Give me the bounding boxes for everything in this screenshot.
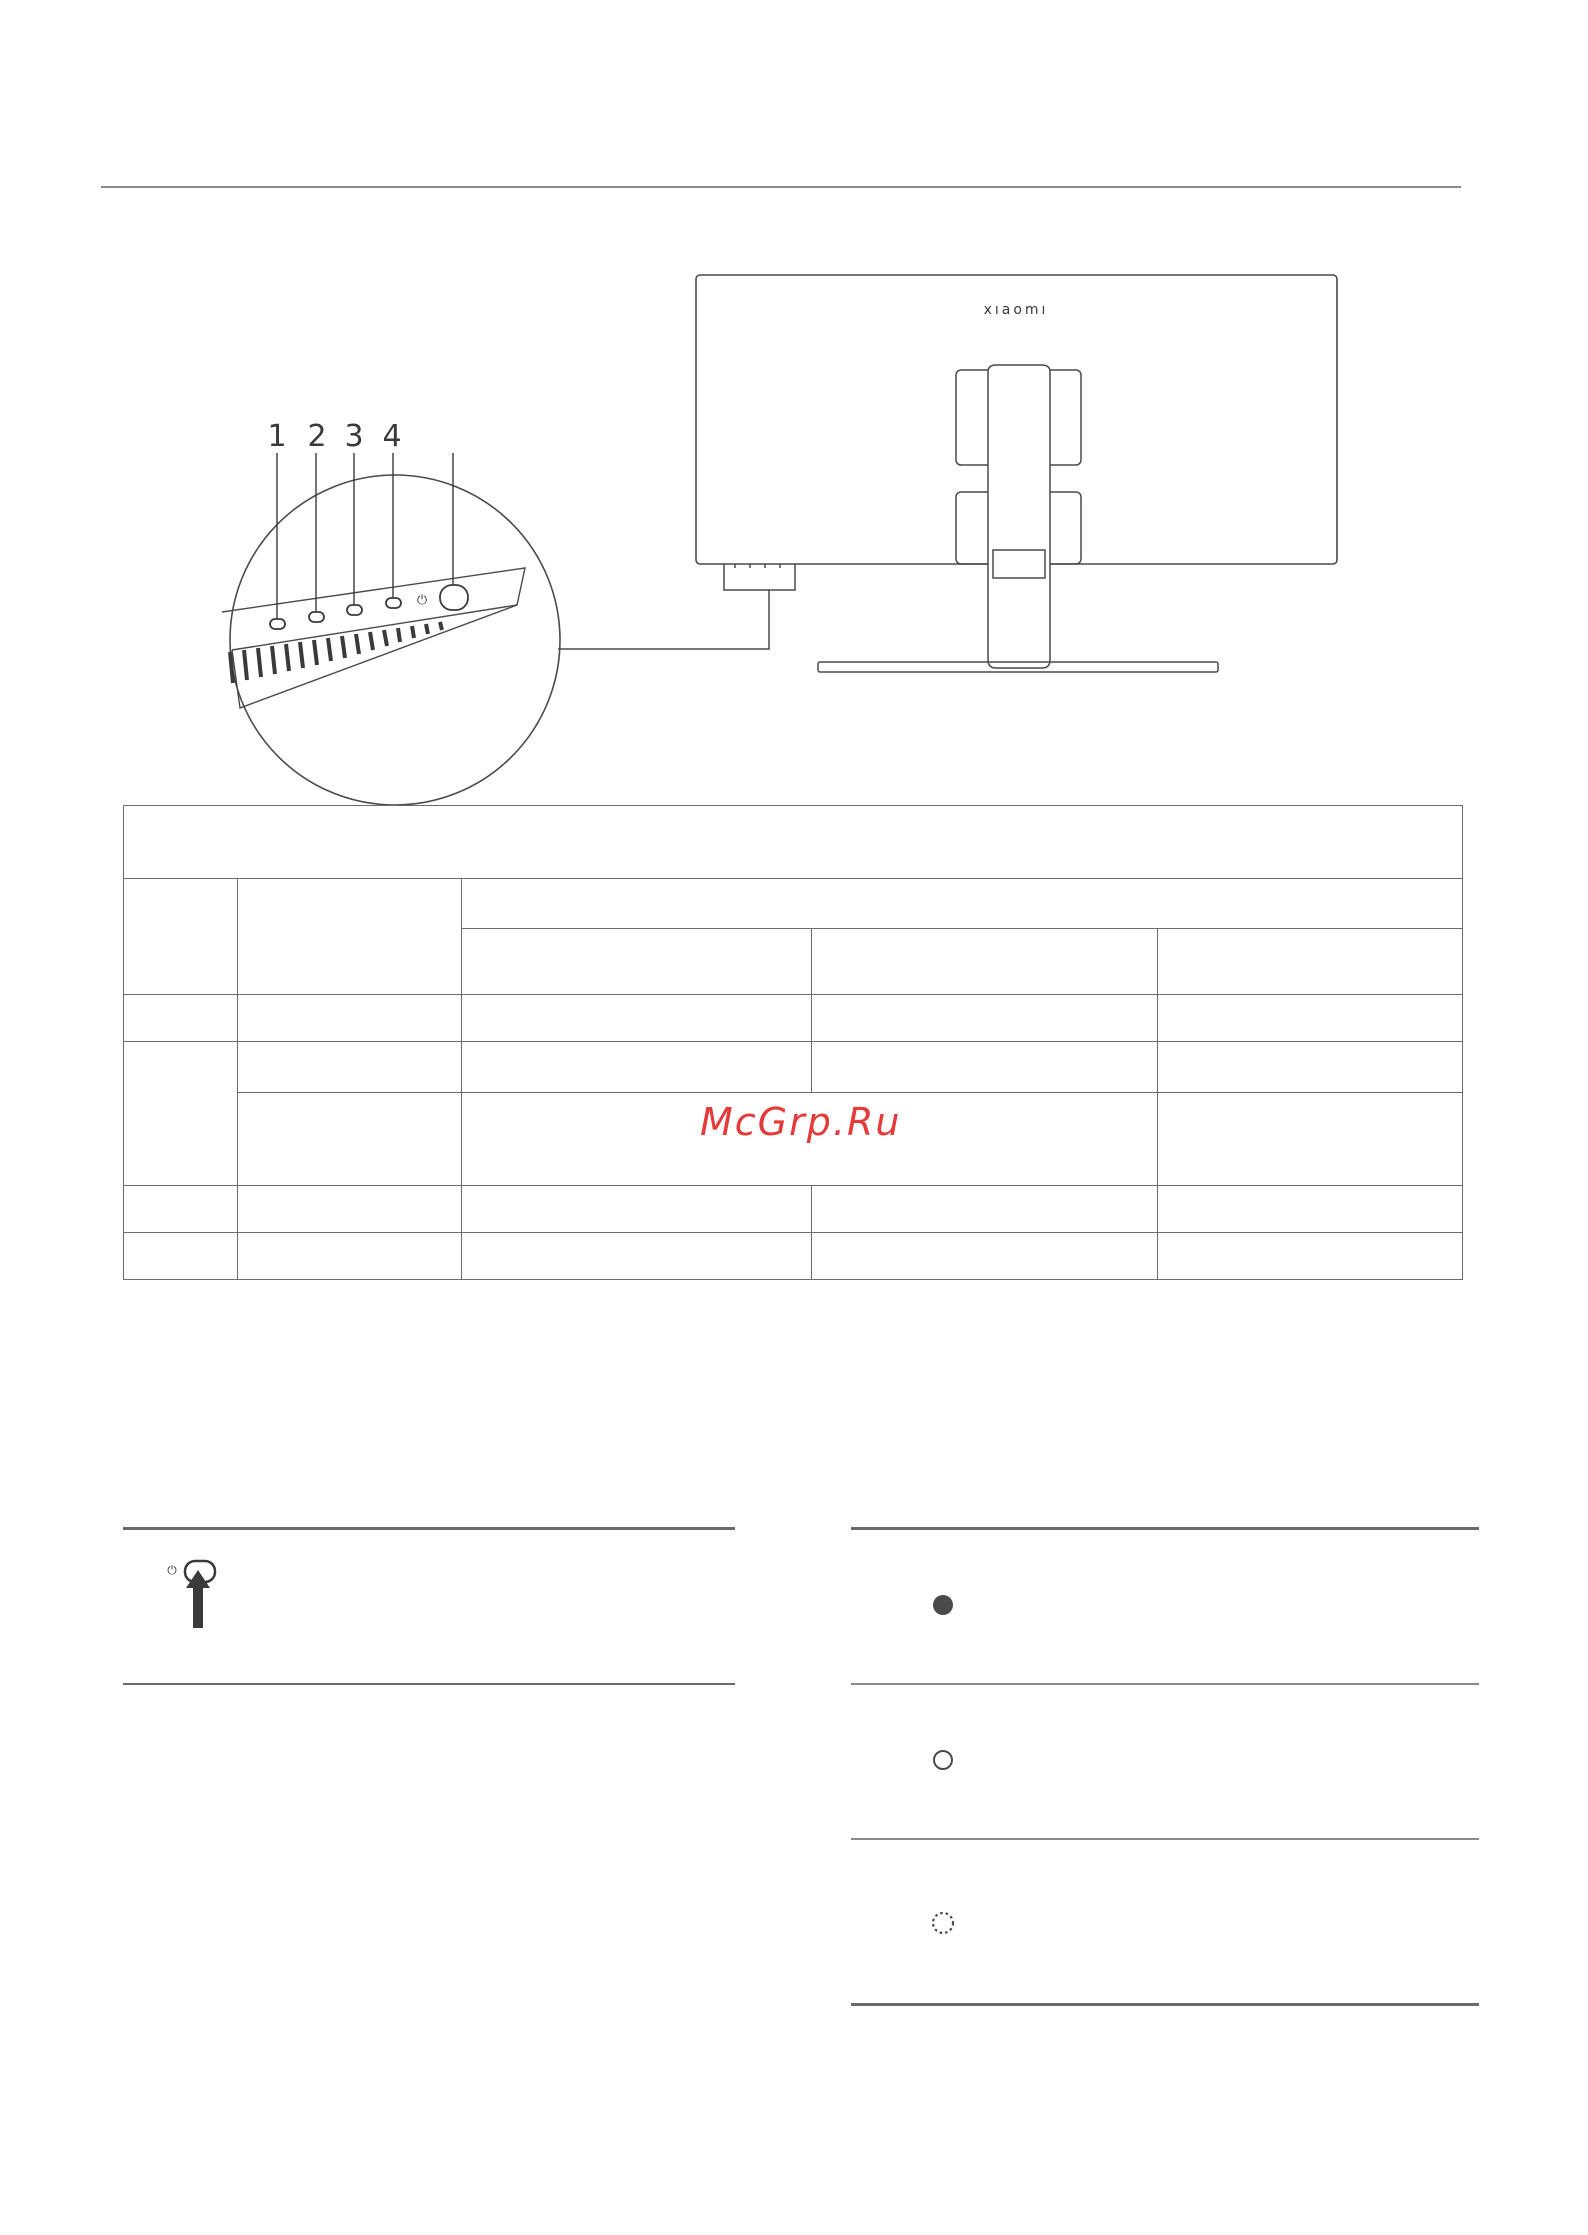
zoom-button-3 [347,605,362,615]
table-row [124,1042,1463,1093]
indicator-divider-1 [851,1683,1479,1685]
subheader-cell [462,929,812,995]
indicator-section-top-rule [851,1527,1479,1530]
power-section-top-rule [123,1527,735,1530]
callout-number-4: 4 [382,419,402,454]
callout-number-1: 1 [267,419,287,454]
table-row [124,1233,1463,1280]
dashed-circle-icon [930,1910,956,1936]
button-zoom-circle [230,475,560,805]
header-cell [462,879,1463,929]
zoom-button-4 [386,598,401,608]
zoom-button-2 [309,612,324,622]
press-power-button-illustration [160,1556,240,1636]
svg-text:⏻: ⏻ [167,1563,177,1577]
watermark: McGrp.Ru [700,1100,902,1144]
table-row [124,995,1463,1042]
header-cell [124,879,238,995]
indicator-section-bottom-rule [851,2003,1479,2006]
indicator-divider-2 [851,1838,1479,1840]
monitor-back-diagram [0,0,1588,830]
subheader-cell [1158,929,1463,995]
zoom-power-button [440,585,468,610]
table-title-row [124,806,1463,879]
button-function-table [123,805,1463,1280]
table-row [124,1186,1463,1233]
callout-number-3: 3 [344,419,364,454]
zoom-button-1 [270,619,285,629]
monitor-logo: xıaomı [983,302,1049,318]
hollow-circle-icon [931,1748,955,1772]
solid-dot-icon [931,1593,955,1617]
power-section-bottom-rule [123,1683,735,1685]
header-cell [238,879,462,995]
power-symbol-icon: ⏻ [416,593,428,608]
subheader-cell [812,929,1158,995]
callout-number-2: 2 [307,419,327,454]
